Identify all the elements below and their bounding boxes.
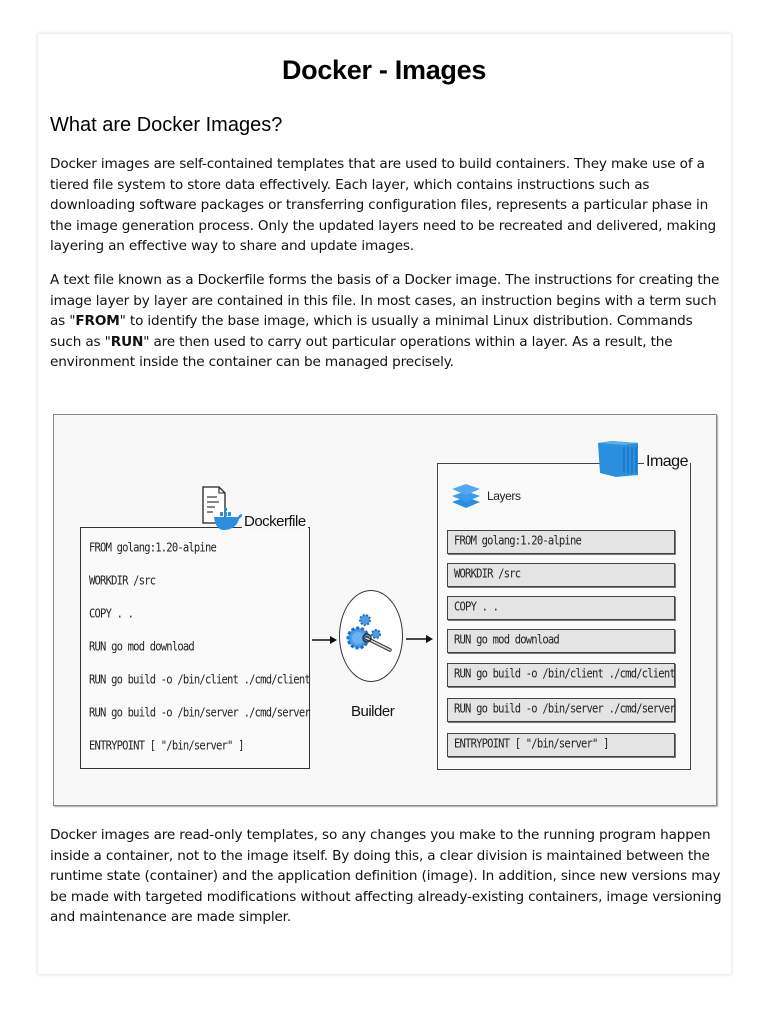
keyword-from: FROM xyxy=(75,313,120,330)
paragraph-text: " are then used to carry out particular operations within a layer. As a result, the environment inside the container can be managed precisely. xyxy=(50,333,673,371)
layer-text: RUN go build -o /bin/server ./cmd/server xyxy=(454,702,675,716)
layer-text: RUN go build -o /bin/client ./cmd/client xyxy=(454,667,675,681)
container-icon xyxy=(596,439,642,479)
dockerfile-box xyxy=(80,527,310,769)
layers-stack-icon xyxy=(450,481,482,511)
builder-label: Builder xyxy=(351,703,395,720)
dockerfile-line: RUN go mod download xyxy=(89,640,194,654)
page-title: Docker - Images xyxy=(281,55,487,85)
layer-text: WORKDIR /src xyxy=(454,567,521,581)
paragraph-intro: Docker images are self-contained templates that are used to build containers. They make use of a tiered file system to store data effectively. Each layer, which contains instructions such as downloading software packages or transferring configuration files, represents a particular phase in the image generation process. Only the updated layers need to be recreated and delivered, making layering an effective way to share and update images. xyxy=(50,156,717,255)
section-heading: What are Docker Images? xyxy=(50,114,283,136)
dockerfile-line: FROM golang:1.20-alpine xyxy=(89,541,216,555)
docker-image-diagram xyxy=(53,414,717,806)
paragraph-read-only: Docker images are read-only templates, so any changes you make to the running program happen inside a container, not to the image itself. By doing this, a clear division is maintained between the runtime state (container) and the application definition (image). In addition, since new versions may be made with targeted modifications without affecting already-existing containers, image versioning and maintenance are made simpler. xyxy=(50,827,722,926)
docker-whale-icon xyxy=(212,507,244,531)
layer-text: COPY . . xyxy=(454,600,499,614)
dockerfile-line: RUN go build -o /bin/client ./cmd/client xyxy=(89,673,310,687)
dockerfile-line: RUN go build -o /bin/server ./cmd/server xyxy=(89,706,310,720)
dockerfile-label: Dockerfile xyxy=(244,513,306,530)
image-layer xyxy=(447,629,675,653)
arrow-right-icon xyxy=(312,635,338,645)
layers-label: Layers xyxy=(487,489,521,503)
image-layer xyxy=(447,596,675,620)
image-layer xyxy=(447,530,675,554)
image-label: Image xyxy=(646,453,688,470)
image-layer xyxy=(447,663,675,687)
layer-text: FROM golang:1.20-alpine xyxy=(454,534,581,548)
image-layer xyxy=(447,733,675,757)
image-layer xyxy=(447,698,675,722)
paragraph-dockerfile xyxy=(50,270,722,373)
gears-wrench-icon xyxy=(344,610,396,660)
dockerfile-line: ENTRYPOINT [ "/bin/server" ] xyxy=(89,739,244,753)
dockerfile-line: WORKDIR /src xyxy=(89,574,156,588)
layer-text: RUN go mod download xyxy=(454,633,559,647)
layer-text: ENTRYPOINT [ "/bin/server" ] xyxy=(454,737,609,751)
paragraph-text: " to identify the base image, which is usually a minimal Linux distribution. Commands such as " xyxy=(50,313,693,350)
paragraph-text: A text file known as a Dockerfile forms the basis of a Docker image. The instructions for creating the image layer by layer are contained in this file. In most cases, an instruction begins with a term such as " xyxy=(50,272,720,330)
image-layer xyxy=(447,563,675,587)
keyword-run: RUN xyxy=(110,333,144,350)
arrow-right-icon xyxy=(406,634,434,644)
dockerfile-line: COPY . . xyxy=(89,607,134,621)
